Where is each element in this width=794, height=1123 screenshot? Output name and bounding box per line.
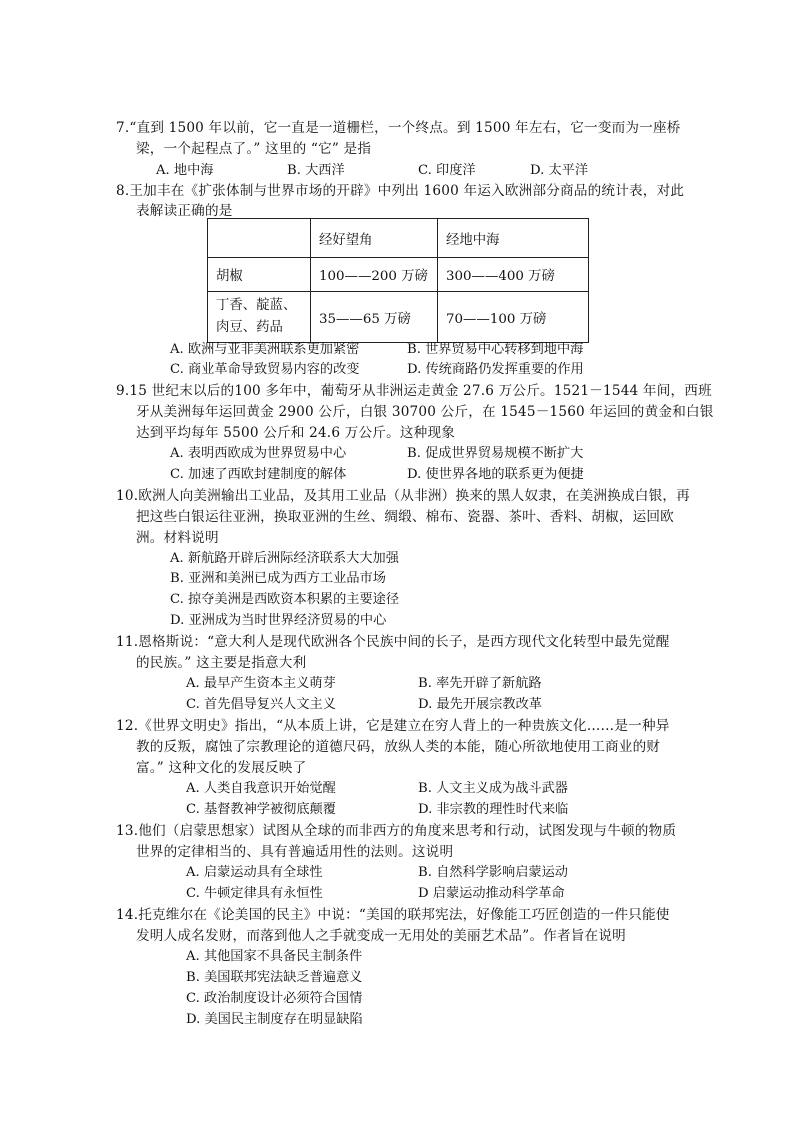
question-14-option-c: C. 政治制度设计必须符合国情	[186, 991, 363, 1006]
table-header-cell	[208, 219, 311, 258]
question-9-option-c: C. 加速了西欧封建制度的解体	[170, 467, 347, 482]
question-10-option-a: A. 新航路开辟后洲际经济联系大大加强	[170, 551, 399, 566]
question-10-line-3: 洲。材料说明	[136, 530, 219, 546]
question-13-line-1: 13.他们（启蒙思想家）试图从全球的而非西方的角度来思考和行动，试图发现与牛顿的物质	[116, 823, 677, 839]
question-10-line-1: 10.欧洲人向美洲输出工业品，及其用工业品（从非洲）换来的黑人奴隶，在美洲换成白银，再	[116, 488, 690, 504]
question-9-option-b: B. 促成世界贸易规模不断扩大	[407, 446, 584, 461]
question-11-option-b: B. 率先开辟了新航路	[418, 676, 542, 691]
table-cell: 300——400 万磅	[438, 258, 589, 292]
question-12-option-b: B. 人文主义成为战斗武器	[418, 781, 568, 796]
question-8-option-c: C. 商业革命导致贸易内容的改变	[170, 362, 360, 377]
question-7-option-a: A. 地中海	[156, 163, 214, 178]
question-7-line-2: 梁，一个起程点了。” 这里的 “它” 是指	[136, 141, 372, 157]
question-9-option-d: D. 使世界各地的联系更为便捷	[407, 467, 584, 482]
question-14-option-a: A. 其他国家不具备民主制条件	[186, 949, 363, 964]
table-row	[208, 292, 589, 343]
question-12-line-3: 富。” 这种文化的发展反映了	[136, 760, 307, 776]
question-8-line-1: 8.王加丰在《扩张体制与世界市场的开辟》中列出 1600 年运入欧洲部分商品的统计表，对此	[116, 183, 685, 199]
question-12-line-2: 教的反叛，腐蚀了宗教理论的道德尺码，放纵人类的本能，随心所欲地使用工商业的财	[136, 739, 661, 755]
question-7-option-d: D. 太平洋	[530, 163, 589, 178]
trade-statistics-table	[207, 218, 589, 343]
question-9-option-a: A. 表明西欧成为世界贸易中心	[170, 446, 347, 461]
question-13-line-2: 世界的定律相当的、具有普遍适用性的法则。这说明	[136, 844, 454, 860]
question-14-option-b: B. 美国联邦宪法缺乏普遍意义	[186, 970, 363, 985]
question-8-option-d: D. 传统商路仍发挥重要的作用	[407, 362, 584, 377]
question-11-option-a: A. 最早产生资本主义萌芽	[186, 676, 336, 691]
question-14-line-1: 14.托克维尔在《论美国的民主》中说：“美国的联邦宪法，好像能工巧匠创造的一件只能使	[116, 907, 670, 923]
question-12-option-d: D. 非宗教的理性时代来临	[418, 802, 569, 817]
question-10-option-c: C. 掠夺美洲是西欧资本积累的主要途径	[170, 592, 400, 607]
table-cell: 丁香、靛蓝、肉豆、药品	[208, 292, 311, 343]
table-header-cell: 经地中海	[438, 219, 589, 258]
question-11-option-c: C. 首先倡导复兴人文主义	[186, 697, 336, 712]
table-header-cell: 经好望角	[311, 219, 438, 258]
question-11-line-1: 11.恩格斯说：“意大利人是现代欧洲各个民族中间的长子，是西方现代文化转型中最先觉醒	[116, 634, 670, 650]
question-12-line-1: 12.《世界文明史》指出，“从本质上讲，它是建立在穷人背上的一种贵族文化……是一种异	[116, 718, 670, 734]
question-8-option-b: B. 世界贸易中心转移到地中海	[407, 342, 584, 357]
question-10-line-2: 把这些白银运往亚洲，换取亚洲的生丝、绸缎、棉布、瓷器、茶叶、香料、胡椒，运回欧	[136, 509, 674, 525]
question-11-option-d: D. 最先开展宗教改革	[418, 697, 542, 712]
question-9-line-2: 牙从美洲每年运回黄金 2900 公斤，白银 30700 公斤，在 1545－1560 年运回的黄金和白银	[136, 404, 714, 420]
question-13-option-c: C. 牛顿定律具有永恒性	[186, 886, 323, 901]
table-row	[208, 258, 589, 292]
question-9-line-3: 达到平均每年 5500 公斤和 24.6 万公斤。这种现象	[136, 425, 456, 441]
question-7-option-b: B. 大西洋	[287, 163, 345, 178]
table-cell: 70——100 万磅	[438, 292, 589, 343]
question-9-line-1: 9.15 世纪末以后的100 多年中，葡萄牙从非洲运走黄金 27.6 万公斤。1521－1544 年间，西班	[116, 383, 712, 399]
question-11-line-2: 的民族。” 这主要是指意大利	[136, 655, 307, 671]
question-12-option-a: A. 人类自我意识开始觉醒	[186, 781, 336, 796]
question-7-line-1: 7.“直到 1500 年以前，它一直是一道栅栏，一个终点。到 1500 年左右，它一变而为一座桥	[116, 120, 681, 136]
table-cell: 胡椒	[208, 258, 311, 292]
question-14-option-d: D. 美国民主制度存在明显缺陷	[186, 1012, 363, 1027]
table-cell: 35——65 万磅	[311, 292, 438, 343]
question-13-option-d: D 启蒙运动推动科学革命	[418, 886, 565, 901]
question-10-option-b: B. 亚洲和美洲已成为西方工业品市场	[170, 571, 386, 586]
question-8-line-2: 表解读正确的是	[136, 203, 233, 219]
question-13-option-a: A. 启蒙运动具有全球性	[186, 865, 323, 880]
question-13-option-b: B. 自然科学影响启蒙运动	[418, 865, 568, 880]
table-cell: 100——200 万磅	[311, 258, 438, 292]
question-7-option-c: C. 印度洋	[418, 163, 476, 178]
question-14-line-2: 发明人成名发财，而落到他人之手就变成一无用处的美丽艺术品”。作者旨在说明	[136, 928, 626, 944]
question-12-option-c: C. 基督教神学被彻底颠覆	[186, 802, 336, 817]
table-header-row	[208, 219, 589, 258]
question-10-option-d: D. 亚洲成为当时世界经济贸易的中心	[170, 613, 387, 628]
question-8-option-a: A. 欧洲与亚非美洲联系更加紧密	[170, 342, 360, 357]
